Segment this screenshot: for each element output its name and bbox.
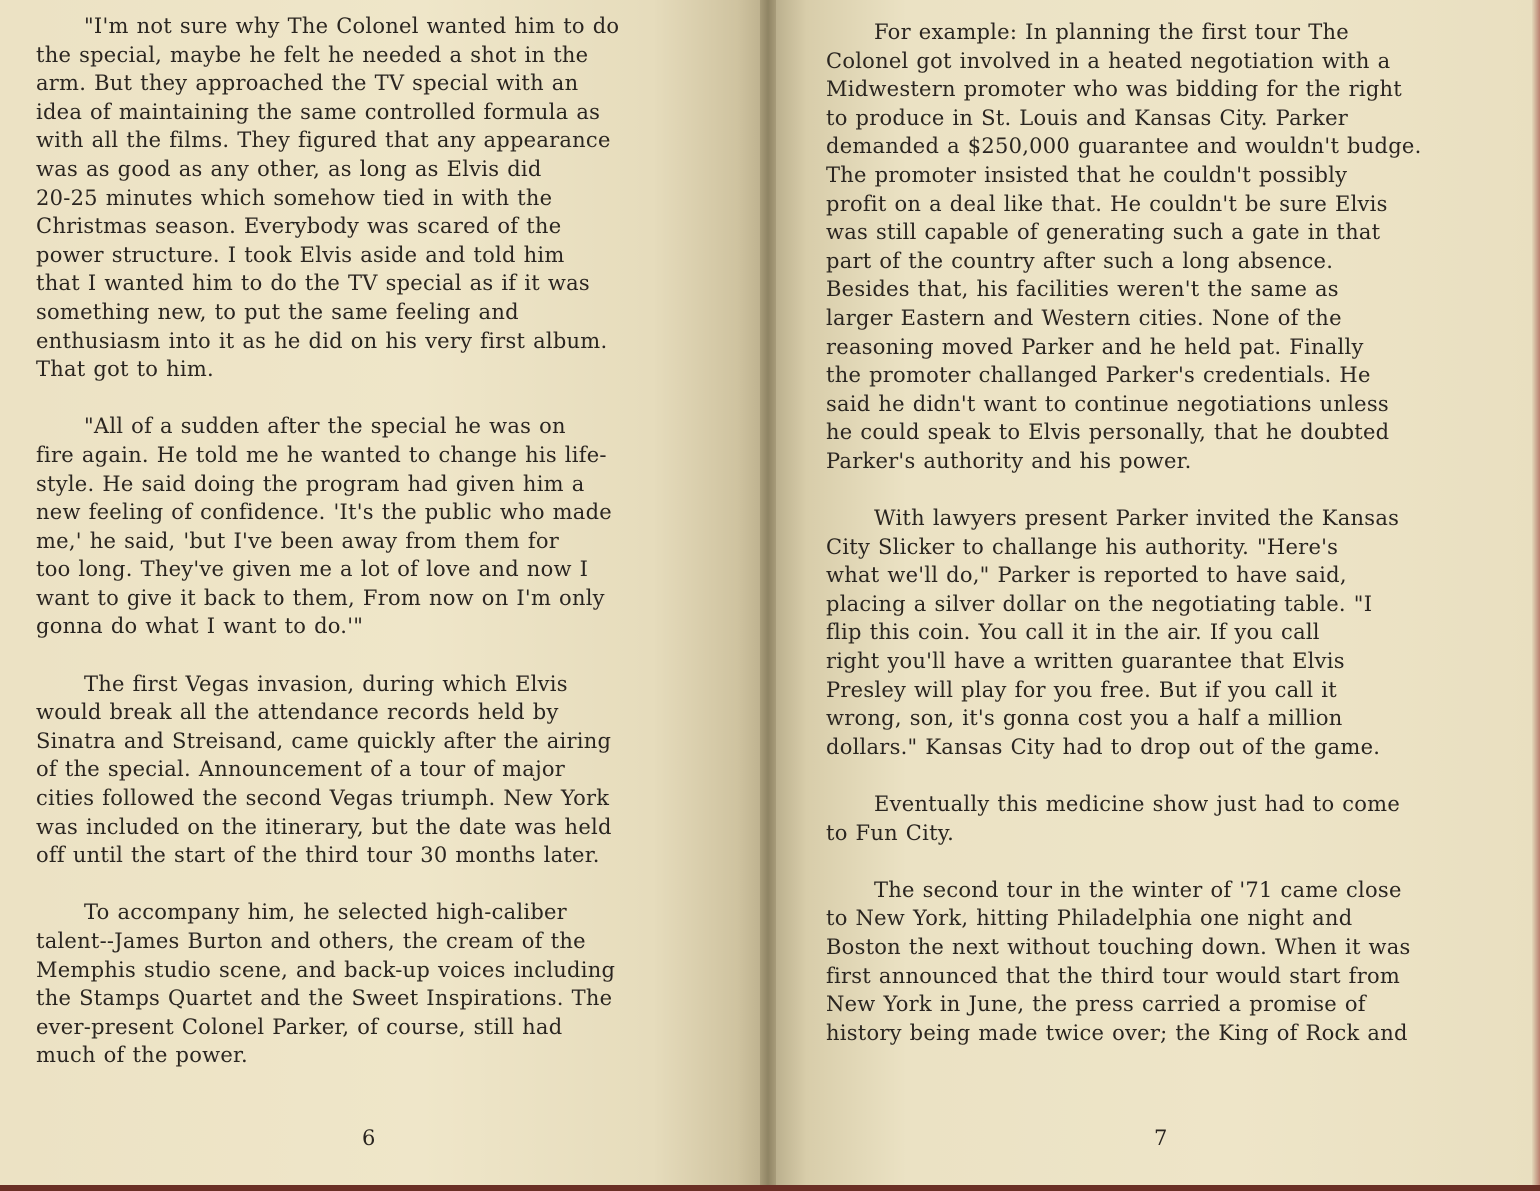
text-line: Presley will play for you free. But if you call it <box>826 677 1337 702</box>
text-line: off until the start of the third tour 30 months later. <box>36 843 600 868</box>
text-line: want to give it back to them, From now on I'm only <box>36 585 605 610</box>
text-line: Memphis studio scene, and back-up voices including <box>36 957 616 982</box>
text-line: he could speak to Elvis personally, that he doubted <box>826 420 1390 445</box>
text-line: To accompany him, he selected high-caliber <box>84 900 567 925</box>
text-line: wrong, son, it's gonna cost you a half a million <box>826 706 1343 731</box>
text-line: 20-25 minutes which somehow tied in with the <box>36 185 553 210</box>
text-line: With lawyers present Parker invited the Kansas <box>874 506 1400 531</box>
text-line: Midwestern promoter who was bidding for the right <box>826 77 1402 102</box>
text-line: arm. But they approached the TV special with an <box>36 71 579 96</box>
text-line: ever-present Colonel Parker, of course, still had <box>36 1014 563 1039</box>
text-line: style. He said doing the program had given him a <box>36 471 585 496</box>
text-line: first announced that the third tour would start from <box>826 963 1401 988</box>
text-line: that I wanted him to do the TV special as if it was <box>36 271 590 296</box>
text-line: said he didn't want to continue negotiations unless <box>826 391 1389 416</box>
text-line: "All of a sudden after the special he was on <box>84 414 566 439</box>
text-line: reasoning moved Parker and he held pat. Finally <box>826 334 1364 359</box>
text-line: part of the country after such a long absence. <box>826 248 1334 273</box>
paragraph <box>36 412 708 641</box>
right-page <box>768 0 1540 1191</box>
text-line: talent--James Burton and others, the cream of the <box>36 929 586 953</box>
text-line: Colonel got involved in a heated negotiation with a <box>826 48 1391 73</box>
text-line: placing a silver dollar on the negotiating table. "I <box>826 591 1373 616</box>
text-line: was included on the itinerary, but the date was held <box>36 814 612 839</box>
text-line: profit on a deal like that. He couldn't be sure Elvis <box>826 191 1388 216</box>
text-line: much of the power. <box>36 1043 248 1068</box>
text-line: The second tour in the winter of '71 came close <box>874 877 1402 902</box>
text-line: cities followed the second Vegas triumph. New York <box>36 786 610 811</box>
text-line: The promoter insisted that he couldn't possibly <box>826 162 1348 187</box>
text-line: Eventually this medicine show just had to come <box>874 792 1401 817</box>
text-line: enthusiasm into it as he did on his very first album. <box>36 328 608 353</box>
text-line: The first Vegas invasion, during which Elvis <box>84 671 568 696</box>
text-line: Parker's authority and his power. <box>826 448 1192 473</box>
text-line: power structure. I took Elvis aside and told him <box>36 242 565 267</box>
paragraph <box>36 898 708 1070</box>
right-page-number: 7 <box>1154 1126 1168 1150</box>
cover-edge <box>0 1185 1540 1191</box>
text-line: the special, maybe he felt he needed a shot in the <box>36 42 589 67</box>
text-line: For example: In planning the first tour The <box>874 20 1349 44</box>
page-edge <box>1532 0 1540 1191</box>
text-line: would break all the attendance records held by <box>36 700 559 725</box>
text-line: That got to him. <box>36 357 214 382</box>
text-line: was still capable of generating such a gate in that <box>826 220 1381 245</box>
text-line: to Fun City. <box>826 820 955 845</box>
paragraph <box>826 504 1488 761</box>
text-line: me,' he said, 'but I've been away from them for <box>36 528 560 553</box>
text-line: gonna do what I want to do.'" <box>36 614 364 639</box>
text-line: idea of maintaining the same controlled formula as <box>36 99 601 124</box>
text-line: the promoter challanged Parker's credentials. He <box>826 363 1371 388</box>
text-line: new feeling of confidence. 'It's the public who made <box>36 500 612 525</box>
text-line: was as good as any other, as long as Elvis did <box>36 156 542 181</box>
text-line: to New York, hitting Philadelphia one night and <box>826 906 1353 931</box>
text-line: right you'll have a written guarantee that Elvis <box>826 649 1345 674</box>
text-line: history being made twice over; the King of Rock and <box>826 1020 1408 1045</box>
right-page-text <box>826 18 1488 1076</box>
left-page-text <box>36 12 708 1099</box>
book-gutter <box>760 0 776 1191</box>
text-line: Besides that, his facilities weren't the same as <box>826 277 1339 302</box>
paragraph <box>36 670 708 870</box>
text-line: City Slicker to challange his authority. "Here's <box>826 534 1339 559</box>
text-line: Christmas season. Everybody was scared of the <box>36 214 562 239</box>
text-line: something new, to put the same feeling and <box>36 299 519 324</box>
left-page-number: 6 <box>362 1126 376 1150</box>
paragraph <box>826 876 1488 1048</box>
text-line: of the special. Announcement of a tour of major <box>36 757 566 782</box>
text-line: flip this coin. You call it in the air. If you call <box>826 620 1320 645</box>
text-line: demanded a $250,000 guarantee and wouldn't budge. <box>826 134 1422 159</box>
text-line: Sinatra and Streisand, came quickly after the airing <box>36 728 612 753</box>
text-line: larger Eastern and Western cities. None of the <box>826 305 1342 330</box>
text-line: the Stamps Quartet and the Sweet Inspirations. The <box>36 986 613 1011</box>
text-line: too long. They've given me a lot of love and now I <box>36 557 589 582</box>
text-line: with all the films. They figured that any appearance <box>36 128 611 153</box>
paragraph <box>826 18 1488 476</box>
text-line: New York in June, the press carried a promise of <box>826 992 1366 1017</box>
text-line: what we'll do," Parker is reported to have said, <box>826 563 1347 588</box>
text-line: dollars." Kansas City had to drop out of the game. <box>826 734 1381 759</box>
paragraph <box>826 790 1488 847</box>
text-line: fire again. He told me he wanted to change his life- <box>36 442 607 467</box>
left-page <box>0 0 768 1191</box>
paragraph <box>36 12 708 384</box>
text-line: Boston the next without touching down. When it was <box>826 935 1411 959</box>
text-line: to produce in St. Louis and Kansas City. Parker <box>826 105 1349 130</box>
text-line: "I'm not sure why The Colonel wanted him to do <box>84 14 620 38</box>
